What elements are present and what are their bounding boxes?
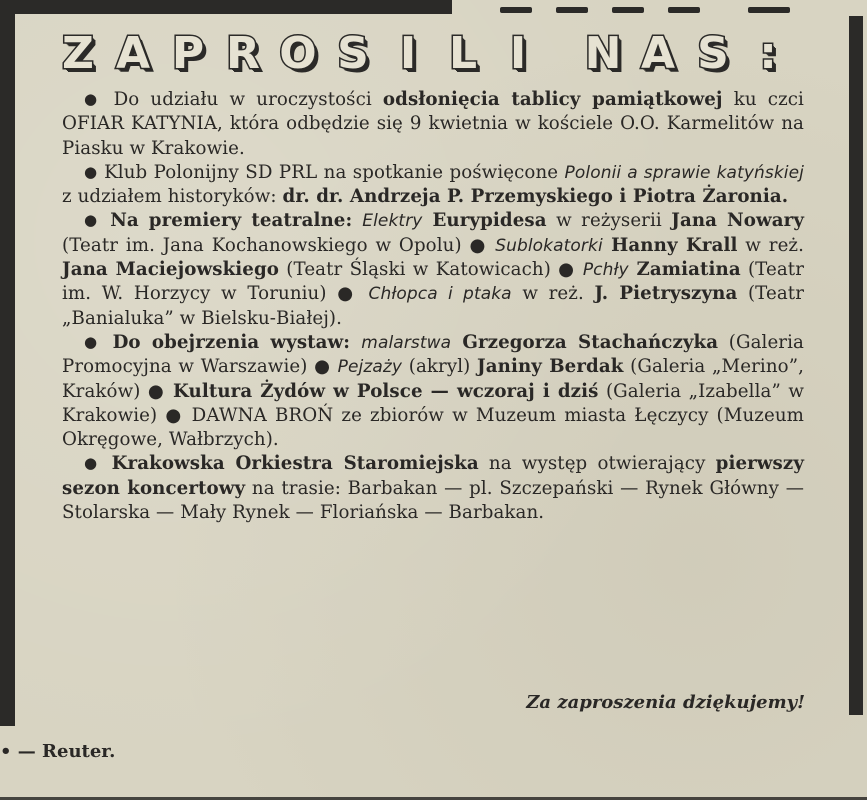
bold-text: Krakowska Orkiestra Staromiejska	[111, 453, 479, 475]
title-letter: S	[337, 28, 369, 79]
closing-line: Za zaproszenia dziękujemy!	[526, 692, 805, 713]
footer-credit: • — Reuter.	[0, 741, 116, 762]
text: w reżyserii	[546, 210, 672, 232]
text: (Teatr „Banialuka” w Bielsku-Białej).	[62, 283, 804, 329]
invitation-item	[62, 452, 804, 525]
text: (Teatr im. Jana Kochanowskiego w Opolu)	[62, 234, 470, 256]
text: w reż.	[511, 283, 595, 305]
title-letter: R	[226, 28, 260, 79]
bold-text: odsłonięcia tablicy pamiątkowej	[382, 89, 723, 110]
bold-text: Do obejrzenia wystaw:	[112, 331, 362, 353]
bold-text: Grzegorza Stachańczyka	[451, 331, 719, 353]
title-letter: A	[640, 28, 676, 79]
italic-title: Polonii a sprawie katyńskiej	[564, 162, 804, 183]
bold-text: dr. dr. Andrzeja P. Przemyskiego i Piotra Żaronia.	[282, 186, 789, 208]
text: Klub Polonijny SD PRL na spotkanie poświęcone	[104, 161, 565, 183]
frame-right-bar	[849, 16, 863, 715]
invitation-item	[62, 161, 804, 210]
bold-text: J. Pietryszyna	[594, 283, 738, 305]
dash-rule	[556, 7, 588, 13]
bold-text: Jana Maciejowskiego	[62, 259, 280, 281]
text: (Teatr im. W. Horzycy w Toruniu) ●	[62, 259, 804, 305]
title-letter: N	[584, 28, 622, 79]
text: na trasie: Barbakan — pl. Szczepański — Rynek Główny — Stolarska — Mały Rynek — Floriańska — Barbakan.	[62, 477, 804, 524]
article-body	[62, 88, 804, 525]
text: z udziałem historyków:	[62, 186, 283, 208]
italic-title: Pejzaży	[337, 357, 403, 378]
bold-text: pierwszy sezon koncertowy	[62, 453, 804, 499]
title-letter: I	[399, 28, 417, 79]
bold-text: Jana Nowary	[671, 210, 804, 232]
text: (Galeria „Izabella” w Krakowie) ● DAWNA BROŃ ze zbiorów w Muzeum miasta Łęczycy (Muzeum Okręgowe, Wałbrzych).	[62, 380, 804, 451]
title-letter: A	[115, 28, 151, 79]
text: ku czci OFIAR KATYNIA, która odbędzie się 9 kwietnia w kościele O.O. Karmelitów na Piasku w Krakowie.	[62, 89, 804, 159]
text: ●	[469, 234, 496, 256]
title-letter: :	[759, 28, 777, 79]
title-letter: O	[279, 28, 317, 79]
bold-text: Na premiery teatralne:	[110, 210, 363, 232]
text: (Galeria „Merino”, Kraków) ●	[62, 356, 804, 402]
frame-left-bar	[0, 0, 15, 726]
dash-rule	[668, 7, 700, 13]
title-letter: Z	[62, 28, 94, 79]
text: (Galeria Promocyjna w Warszawie) ●	[62, 331, 804, 378]
frame-top-bar	[0, 0, 452, 14]
dash-rule	[612, 7, 644, 13]
dash-rule	[500, 7, 532, 13]
text: w reż.	[737, 234, 804, 256]
bold-text: Zamiatina	[628, 259, 741, 281]
bold-text: Eurypidesa	[422, 210, 547, 232]
italic-title: Chłopca i ptaka	[368, 284, 512, 305]
dash-rule	[748, 7, 790, 13]
text: (akryl)	[402, 356, 478, 378]
text: na występ otwierający	[478, 453, 716, 475]
bullet-icon: ●	[84, 162, 98, 181]
italic-title: Sublokatorki	[495, 235, 603, 256]
italic-title: Pchły	[582, 260, 629, 281]
invitation-item	[62, 209, 804, 330]
bullet-icon: ●	[84, 454, 102, 473]
title-letter: S	[697, 28, 729, 79]
text: (Teatr Śląski w Katowicach) ●	[279, 259, 583, 281]
invitation-item	[62, 88, 804, 161]
italic-title: malarstwa	[361, 332, 452, 353]
title-letter: L	[448, 28, 478, 79]
invitation-item	[62, 331, 804, 452]
headline	[58, 28, 818, 80]
bold-text: Kultura Żydów w Polsce — wczoraj i dziś	[172, 380, 599, 402]
text: Do udziału w uroczystości	[113, 89, 383, 110]
title-letter: I	[509, 28, 527, 79]
bullet-icon: ●	[84, 332, 102, 351]
bullet-icon: ●	[84, 211, 101, 230]
bullet-icon: ●	[84, 90, 103, 108]
bold-text: Hanny Krall	[602, 234, 738, 256]
italic-title: Elektry	[362, 211, 423, 232]
title-letter: P	[171, 28, 205, 79]
bold-text: Janiny Berdak	[477, 356, 624, 378]
